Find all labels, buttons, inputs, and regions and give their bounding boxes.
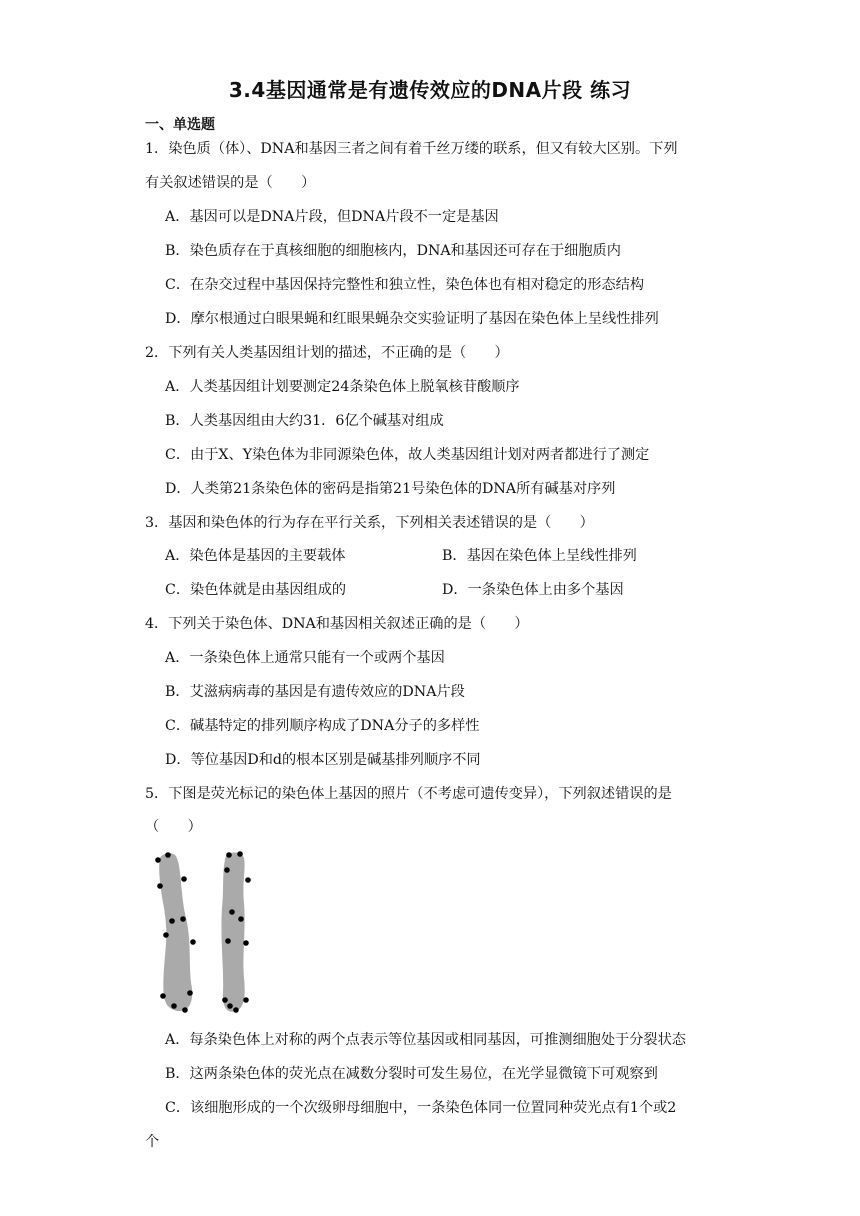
dot [187, 990, 193, 996]
question-2-option-a: A．人类基因组计划要测定24条染色体上脱氧核苷酸顺序 [165, 379, 520, 395]
question-4-stem-line-1: 4．下列关于染色体、DNA和基因相关叙述正确的是（ ） [145, 616, 529, 632]
dot [163, 932, 169, 938]
dot [238, 916, 244, 922]
question-3-option-c: C．染色体就是由基因组成的 [165, 582, 347, 598]
dot [233, 1007, 239, 1013]
question-1-stem-line-2: 有关叙述错误的是（ ） [145, 175, 316, 191]
dot [171, 1003, 177, 1009]
question-4-option-a: A．一条染色体上通常只能有一个或两个基因 [165, 650, 445, 666]
question-2-option-c: C．由于X、Y染色体为非同源染色体，故人类基因组计划对两者都进行了测定 [165, 447, 650, 463]
dot [243, 997, 249, 1003]
question-4-option-d: D．等位基因D和d的根本区别是碱基排列顺序不同 [165, 752, 481, 768]
dot [157, 883, 163, 889]
document-title: 3.4基因通常是有遗传效应的DNA片段 练习 [228, 78, 632, 102]
dot [155, 857, 161, 863]
question-1-option-b: B．染色质存在于真核细胞的细胞核内，DNA和基因还可存在于细胞质内 [165, 243, 621, 259]
dot [237, 851, 243, 857]
dot [224, 867, 230, 873]
section-heading: 一、单选题 [145, 117, 215, 133]
dot [169, 918, 175, 924]
chromosome-figure [150, 848, 260, 1018]
dot [190, 939, 196, 945]
dot [222, 997, 228, 1003]
question-4-option-c: C．碱基特定的排列顺序构成了DNA分子的多样性 [165, 718, 480, 734]
question-3-option-b: B．基因在染色体上呈线性排列 [442, 548, 637, 564]
question-5-stem-line-1: 5．下图是荧光标记的染色体上基因的照片（不考虑可遗传变异），下列叙述错误的是 [145, 786, 672, 802]
dot [229, 909, 235, 915]
chromosome-right [221, 852, 244, 1011]
question-1-option-c: C．在杂交过程中基因保持完整性和独立性，染色体也有相对稳定的形态结构 [165, 277, 645, 293]
question-2-option-d: D．人类第21条染色体的密码是指第21号染色体的DNA所有碱基对序列 [165, 481, 616, 497]
dot [225, 938, 231, 944]
question-3-option-a: A．染色体是基因的主要载体 [165, 548, 346, 564]
dot [181, 876, 187, 882]
question-2-stem-line-1: 2．下列有关人类基因组计划的描述，不正确的是（ ） [145, 345, 509, 361]
question-1-option-d: D．摩尔根通过白眼果蝇和红眼果蝇杂交实验证明了基因在染色体上呈线性排列 [165, 311, 659, 327]
question-3-stem-line-1: 3．基因和染色体的行为存在平行关系，下列相关表述错误的是（ ） [145, 515, 594, 531]
dot [227, 1003, 233, 1009]
question-3-option-d: D．一条染色体上由多个基因 [442, 582, 624, 598]
dot [180, 916, 186, 922]
dot [160, 993, 166, 999]
dot [182, 1007, 188, 1013]
dot [243, 940, 249, 946]
question-5-option-b: B．这两条染色体的荧光点在减数分裂时可发生易位，在光学显微镜下可观察到 [165, 1066, 658, 1082]
question-1-stem-line-1: 1．染色质（体）、DNA和基因三者之间有着千丝万缕的联系，但又有较大区别。下列 [145, 141, 678, 157]
question-4-option-b: B．艾滋病病毒的基因是有遗传效应的DNA片段 [165, 684, 465, 700]
question-5-option-a: A．每条染色体上对称的两个点表示等位基因或相同基因，可推测细胞处于分裂状态 [165, 1032, 686, 1048]
question-5-option-c-continuation: 个 [145, 1134, 160, 1150]
dot [245, 877, 251, 883]
question-5-option-c: C．该细胞形成的一个次级卵母细胞中，一条染色体同一位置同种荧光点有1个或2 [165, 1100, 677, 1116]
dot [226, 852, 232, 858]
question-2-option-b: B．人类基因组由大约31．6亿个碱基对组成 [165, 413, 444, 429]
question-5-stem-line-2: （ ） [145, 819, 202, 835]
question-1-option-a: A．基因可以是DNA片段，但DNA片段不一定是基因 [165, 209, 499, 225]
dot [165, 852, 171, 858]
chromosome-left [159, 853, 192, 1011]
